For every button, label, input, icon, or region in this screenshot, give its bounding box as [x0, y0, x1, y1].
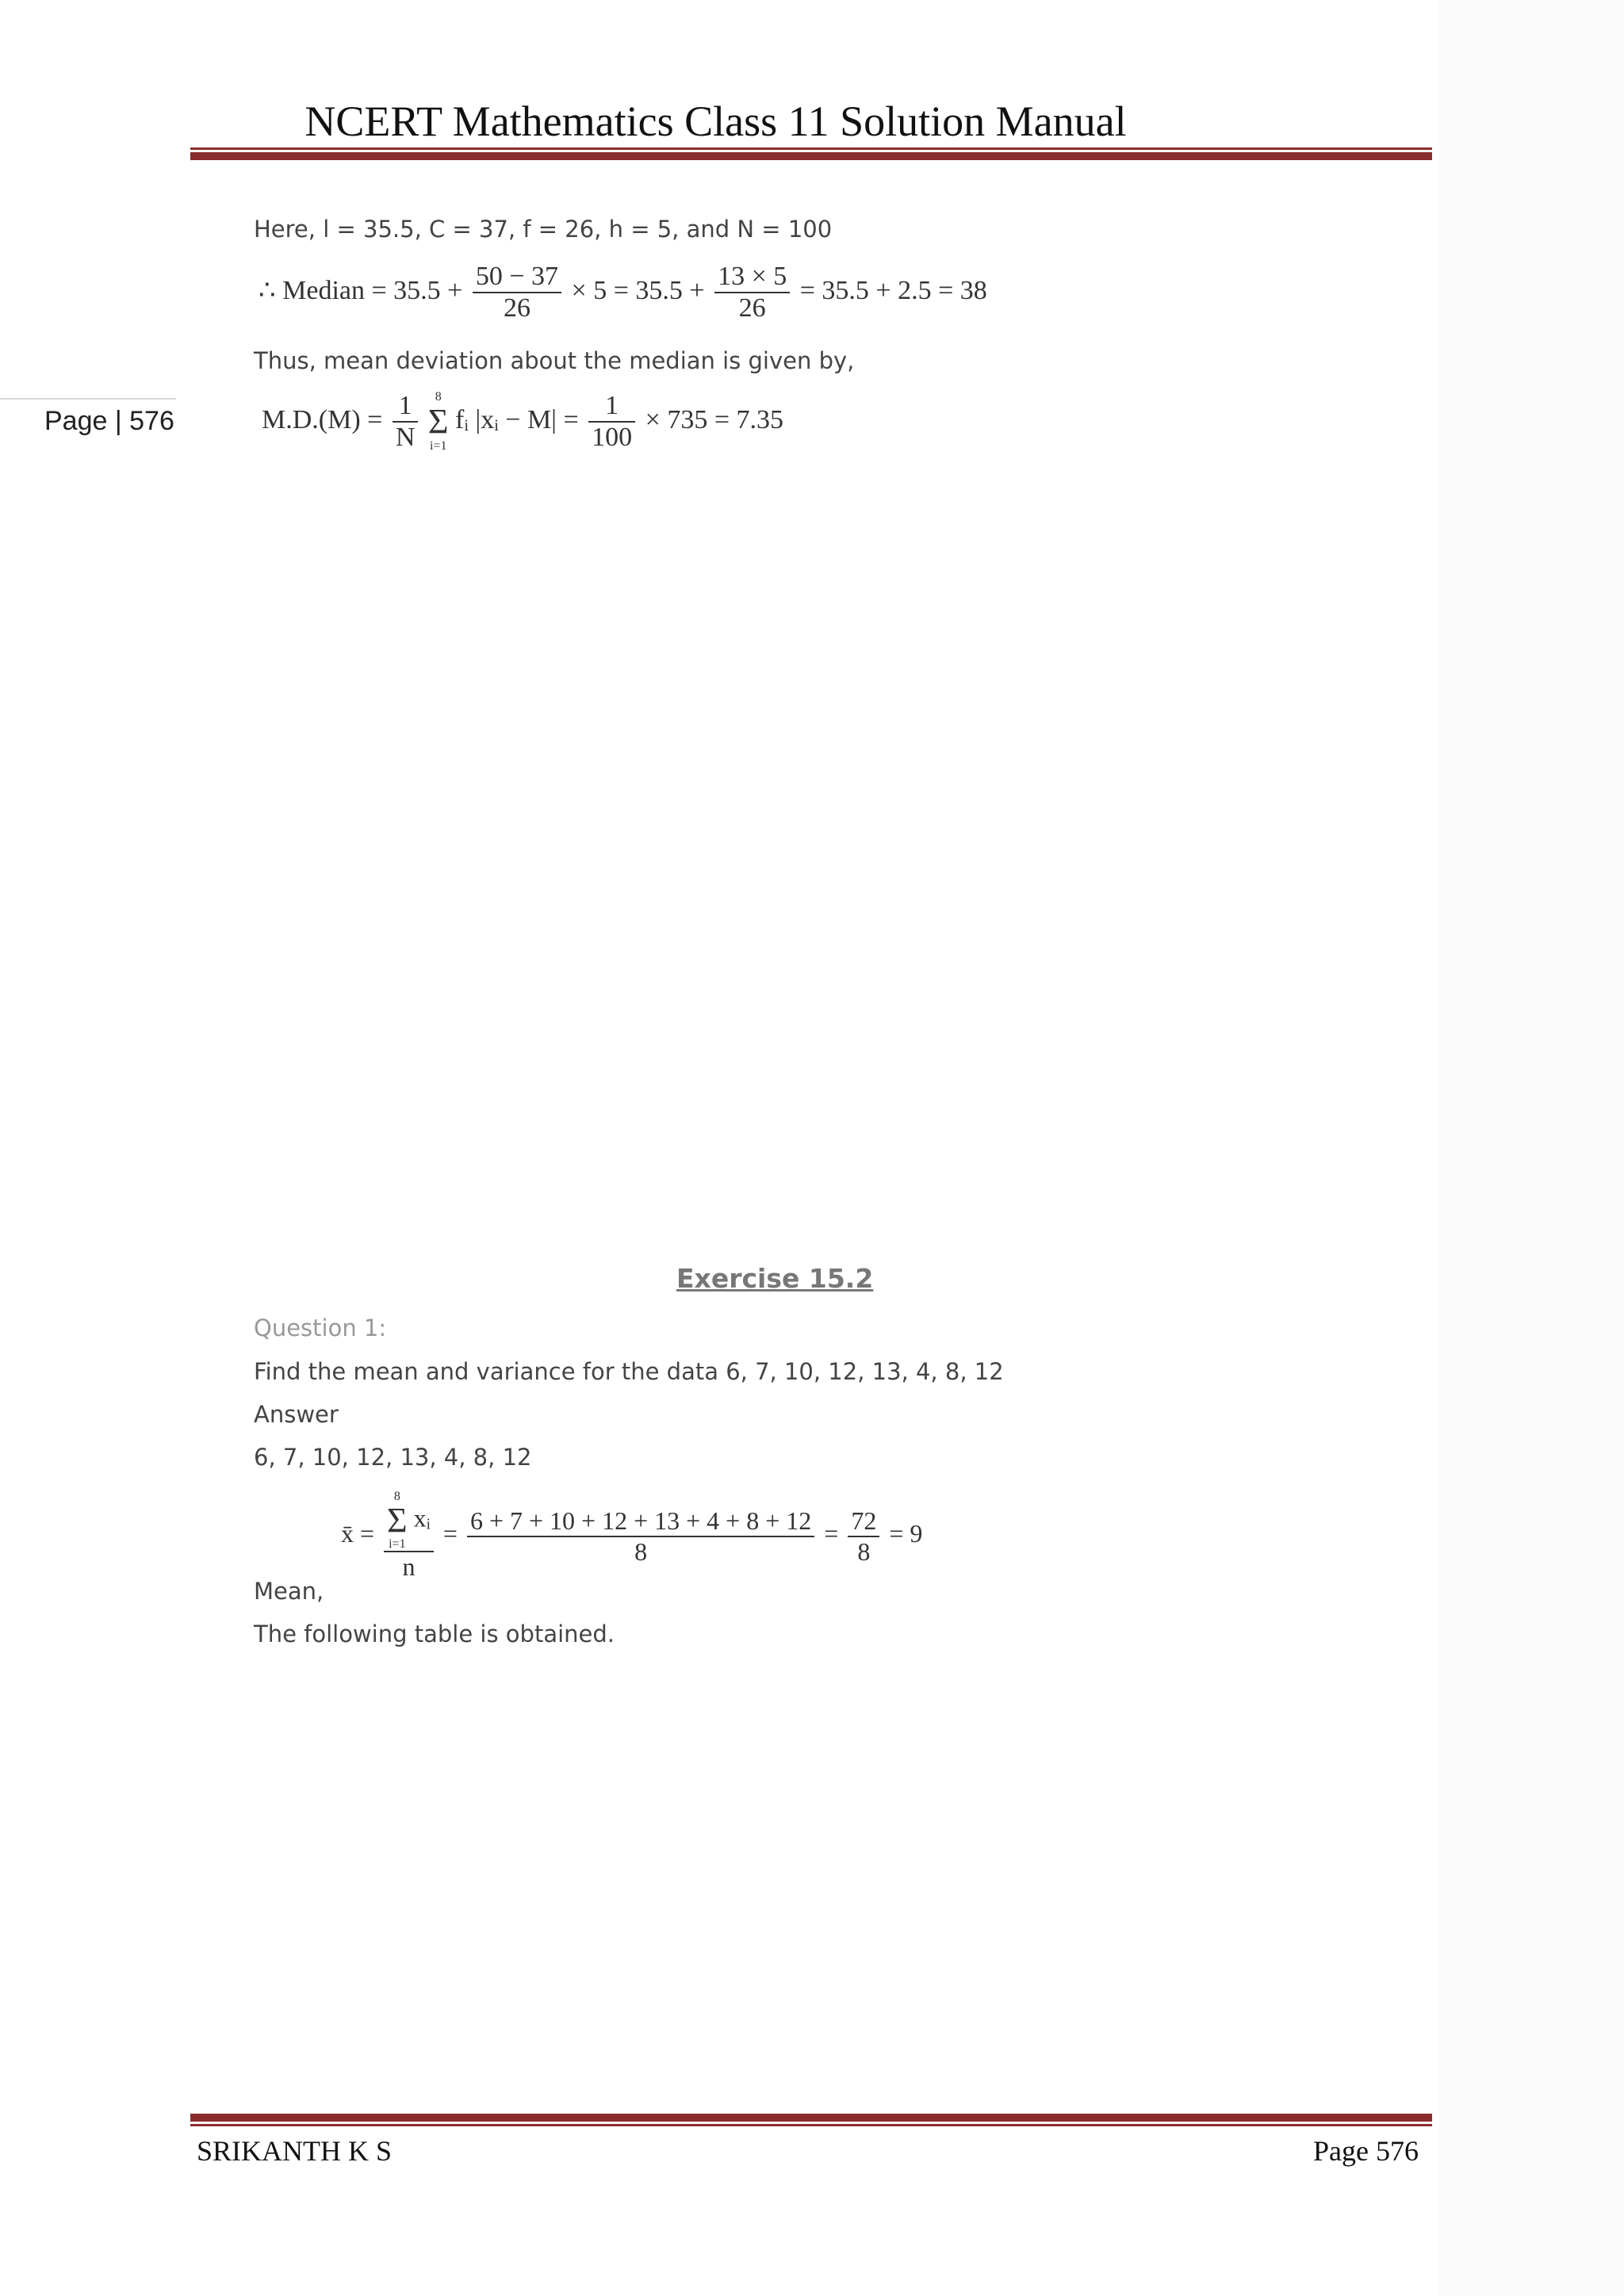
sigma-symbol: Σ — [427, 402, 449, 441]
mean-sigma-term: xᵢ — [413, 1503, 431, 1533]
scan-shade — [1439, 0, 1624, 2296]
mean-sigma — [387, 1490, 408, 1551]
median-formula — [259, 262, 987, 323]
mean-sum-fraction — [467, 1506, 814, 1567]
md-formula — [262, 390, 783, 453]
median-fraction-1 — [473, 262, 561, 323]
answer-label: Answer — [254, 1401, 339, 1428]
mean-label: Mean, — [254, 1578, 324, 1605]
median-frac1-denominator: 26 — [503, 293, 530, 323]
md-fraction-2 — [588, 391, 635, 453]
question-text: Find the mean and variance for the data 6, 7, 10, 12, 13, 4, 8, 12 — [254, 1358, 1004, 1385]
mean-xbar: x̄ = — [341, 1518, 375, 1548]
mean-sigma-numerator — [384, 1490, 434, 1552]
table-obtained-line: The following table is obtained. — [254, 1621, 615, 1647]
mean-result-denominator: 8 — [857, 1536, 871, 1566]
md-sigma — [428, 390, 449, 453]
mean-result-fraction — [848, 1506, 879, 1567]
median-suffix: = 35.5 + 2.5 = 38 — [799, 275, 987, 305]
md-fraction-1 — [393, 391, 419, 453]
mean-sigma-denominator: n — [402, 1552, 416, 1581]
md-frac2-denominator: 100 — [592, 423, 633, 452]
exercise-title: Exercise 15.2 — [676, 1263, 874, 1294]
md-sigma-upper: 8 — [435, 390, 442, 404]
mean-result-numerator: 72 — [848, 1506, 879, 1537]
footer-page-number: Page 576 — [1313, 2135, 1419, 2167]
footer-rule-thin — [190, 2124, 1432, 2126]
mean-sigma-fraction — [384, 1490, 434, 1582]
median-fraction-2 — [714, 262, 790, 323]
question-label: Question 1: — [254, 1314, 387, 1341]
given-values-line: Here, l = 35.5, C = 37, f = 26, h = 5, and N = 100 — [254, 216, 833, 243]
median-mid: × 5 = 35.5 + — [571, 275, 705, 305]
mean-sigma-upper: 8 — [393, 1490, 400, 1503]
footer-author: SRIKANTH K S — [197, 2135, 393, 2167]
md-frac1-numerator: 1 — [393, 391, 419, 423]
md-frac1-denominator: N — [395, 423, 416, 452]
footer-rule-thick — [190, 2114, 1432, 2122]
side-divider — [0, 398, 176, 400]
side-page-label: Page | 576 — [44, 406, 174, 436]
md-sigma-lower: i=1 — [429, 439, 447, 453]
mean-eq1: = — [442, 1518, 458, 1548]
md-suffix: × 735 = 7.35 — [645, 404, 784, 434]
median-prefix: ∴ Median = 35.5 + — [259, 275, 463, 305]
mean-result: = 9 — [889, 1518, 923, 1548]
median-frac1-numerator: 50 − 37 — [473, 262, 561, 293]
sigma-symbol: Σ — [387, 1501, 408, 1540]
md-frac2-numerator: 1 — [588, 391, 635, 423]
median-frac2-denominator: 26 — [738, 293, 766, 323]
mean-sum-numerator: 6 + 7 + 10 + 12 + 13 + 4 + 8 + 12 — [467, 1506, 814, 1537]
md-prefix: M.D.(M) = — [262, 404, 383, 434]
data-line: 6, 7, 10, 12, 13, 4, 8, 12 — [254, 1444, 532, 1471]
mean-sigma-lower: i=1 — [389, 1537, 406, 1551]
mean-formula — [341, 1490, 922, 1582]
header-rule-thick — [190, 152, 1432, 160]
mean-eq2: = — [824, 1518, 839, 1548]
median-frac2-numerator: 13 × 5 — [714, 262, 790, 293]
mean-deviation-intro: Thus, mean deviation about the median is given by, — [254, 347, 855, 374]
md-body: fᵢ |xᵢ − M| = — [455, 404, 579, 434]
mean-sum-denominator: 8 — [634, 1536, 648, 1566]
header-rule-thin — [190, 147, 1432, 150]
page-header-title: NCERT Mathematics Class 11 Solution Manual — [304, 98, 1127, 145]
